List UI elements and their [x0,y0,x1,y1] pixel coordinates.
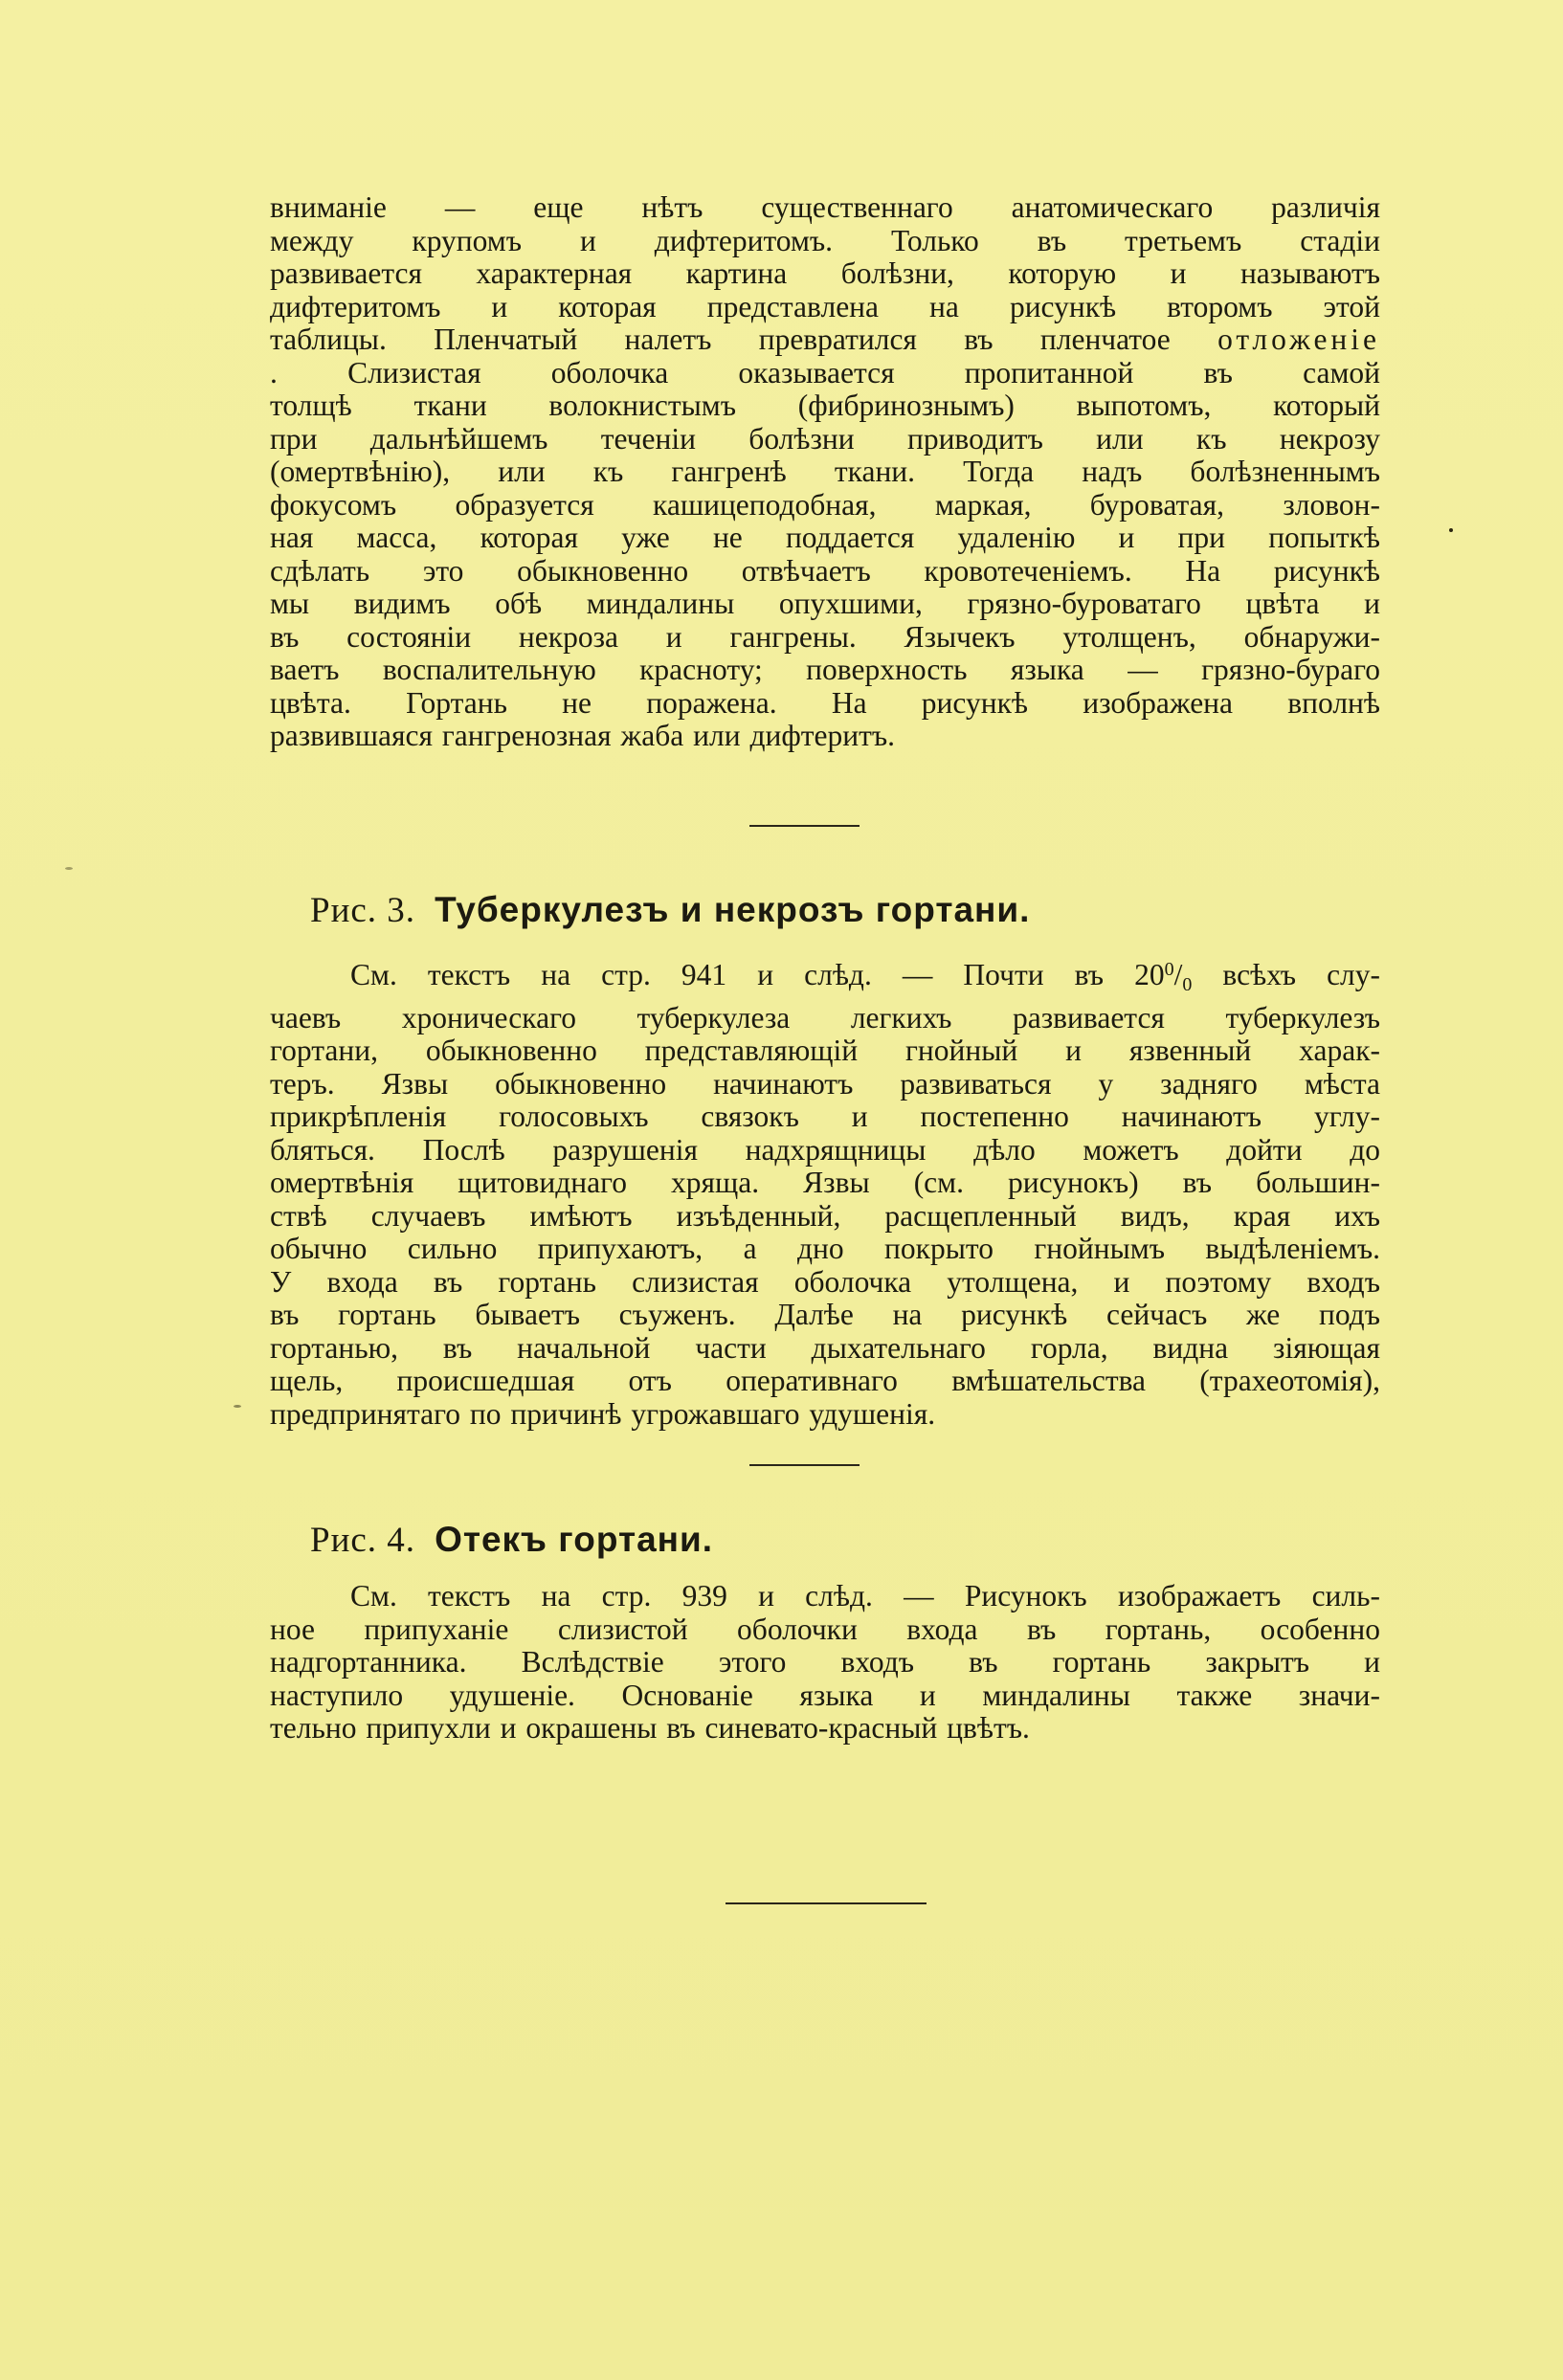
fig4-title: Отекъ гортани. [435,1520,714,1559]
percent-sub: 0 [1182,974,1193,995]
fig4-heading [270,1520,1380,1561]
fig3-line: чаевъ хроническаго туберкулеза легкихъ развивается туберкулезъ [270,1000,1380,1034]
fig3-line: въ гортань бываетъ съуженъ. Далѣе на рисункѣ сейчасъ же подъ [270,1298,1380,1331]
p1-line: развивается характерная картина болѣзни, которую и называютъ [270,256,1380,290]
fig3-line: предпринятаго по причинѣ угрожавшаго удушенія. [270,1396,936,1431]
fig3-line: См. текстъ на стр. 941 и слѣд. — Почти въ $20^0/_0$ всѣхъ слу- [350,958,1381,995]
p1-line: дифтеритомъ и которая представлена на рисункѣ второмъ этой [270,289,1380,323]
p1-line: таблицы. Пленчатый налетъ превратился въ пленчатое отложеніе [270,323,1381,356]
p1-line: мы видимъ обѣ миндалины опухшими, грязно-буроватаго цвѣта и [270,587,1380,620]
section-divider [749,1464,860,1466]
fig3-line: бляться. Послѣ разрушенія надхрящницы дѣло можетъ дойти до [270,1132,1380,1167]
p1-line: цвѣта. Гортань не поражена. На рисункѣ изображена вполнѣ [270,685,1380,720]
p1-line: при дальнѣйшемъ теченіи болѣзни приводитъ или къ некрозу [270,421,1380,456]
section-divider [726,1902,927,1904]
print-speck [234,1405,241,1408]
p1-line: фокусомъ образуется кашицеподобная, маркая, буроватая, зловон- [270,487,1380,522]
fig3-line: обычно сильно припухаютъ, а дно покрыто гнойнымъ выдѣленіемъ. [270,1232,1380,1265]
fig3-line: У входа въ гортань слизистая оболочка утолщена, и поэтому входъ [270,1264,1380,1299]
p1-line: толщѣ ткани волокнистымъ (фибринознымъ) выпотомъ, который [270,389,1380,422]
spaced-word: отложеніе [1217,323,1381,356]
fig4-number: Рис. 4. [310,1521,416,1560]
fig3-heading [270,890,1380,931]
p1-line: ная масса, которая уже не поддается удаленію и при попыткѣ [270,521,1380,554]
fig4-heading-line [270,1520,1380,1561]
fig3-line: гортанью, въ начальной части дыхательнаго горла, видна зіяющая [270,1330,1380,1365]
fig4-line: См. текстъ на стр. 939 и слѣд. — Рисунокъ изображаетъ силь- [350,1579,1380,1613]
section-divider [749,825,860,827]
print-speck [65,867,73,870]
fig3-line: щель, происшедшая отъ оперативнаго вмѣшательства (трахеотомія), [270,1364,1380,1397]
paragraph-1 [270,191,1380,753]
p1-line: сдѣлать это обыкновенно отвѣчаетъ кровотеченіемъ. На рисункѣ [270,553,1380,588]
fig4-line: тельно припухли и окрашены въ синевато-красный цвѣтъ. [270,1711,1030,1745]
p1-line: въ состояніи некроза и гангрены. Язычекъ утолщенъ, обнаружи- [270,619,1380,654]
fig4-line: надгортанника. Вслѣдствіе этого входъ въ гортань закрытъ и [270,1645,1380,1679]
fig3-paragraph [270,953,1380,1431]
fig3-heading-line [270,890,1380,931]
fig3-line: прикрѣпленія голосовыхъ связокъ и постепенно начинаютъ углу- [270,1100,1380,1133]
fig3-number: Рис. 3. [310,891,416,930]
fig3-title: Туберкулезъ и некрозъ гортани. [435,890,1031,929]
p1-line: между крупомъ и дифтеритомъ. Только въ третьемъ стадіи [270,223,1380,257]
p1-line: развившаяся гангренозная жаба или дифтеритъ. [270,719,896,752]
fig3-line: ствѣ случаевъ имѣютъ изъѣденный, расщепленный видъ, края ихъ [270,1198,1380,1233]
fig3-line: омертвѣнія щитовиднаго хряща. Язвы (см. рисунокъ) въ большин- [270,1166,1380,1199]
p1-line: ваетъ воспалительную красноту; поверхность языка — грязно-бураго [270,653,1380,686]
fig3-line: гортани, обыкновенно представляющій гнойный и язвенный харак- [270,1034,1380,1067]
p1-line: . Слизистая оболочка оказывается пропитанной въ самой [270,355,1380,389]
fig4-line: ное припуханіе слизистой оболочки входа въ гортань, особенно [270,1612,1380,1646]
fig4-line: наступило удушеніе. Основаніе языка и миндалины также значи- [270,1678,1380,1712]
fig3-line: теръ. Язвы обыкновенно начинаютъ развиваться у задняго мѣста [270,1066,1380,1101]
p1-line: вниманіе — еще нѣтъ существеннаго анатомическаго различія [270,190,1380,224]
print-speck [1449,528,1453,532]
percent-sup: 0 [1164,959,1174,980]
p1-line: (омертвѣнію), или къ гангренѣ ткани. Тогда надъ болѣзненнымъ [270,455,1380,488]
fig4-paragraph [270,1580,1380,1746]
